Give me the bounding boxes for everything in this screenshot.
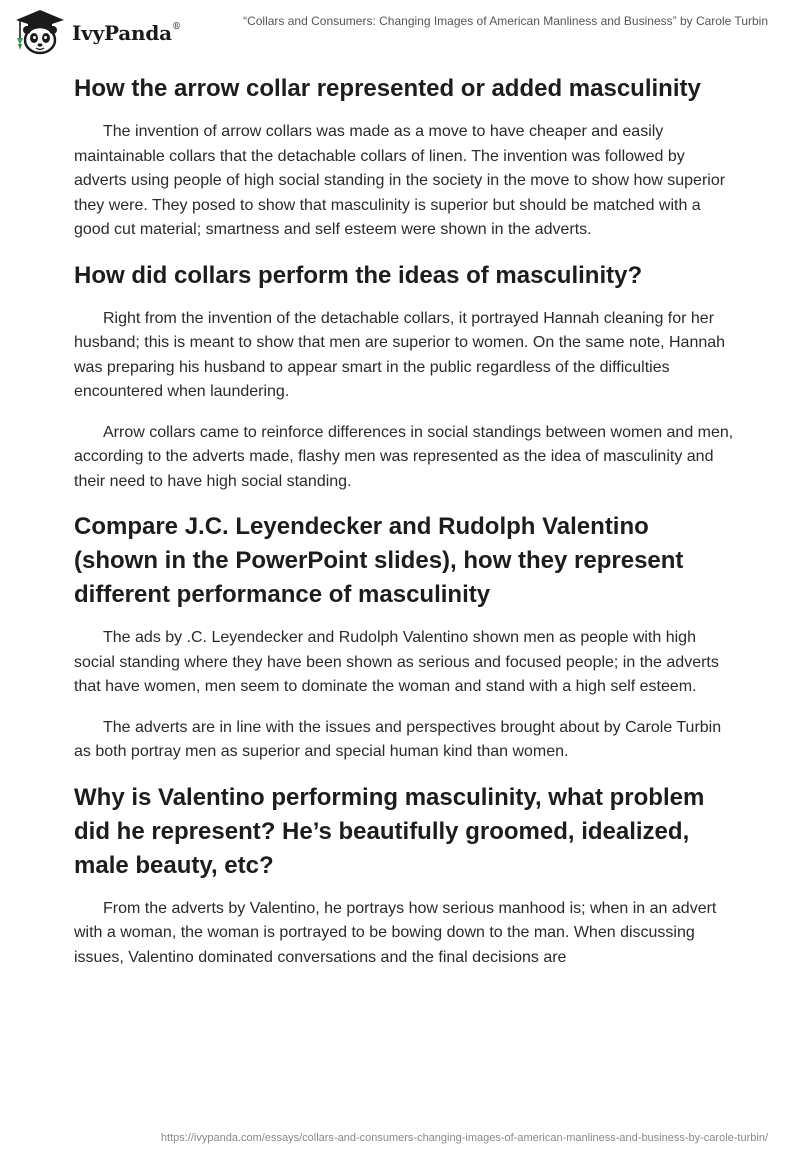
section-compare-leyendecker-valentino xyxy=(74,510,734,765)
section-collars-masculinity xyxy=(74,259,734,495)
brand-name: IvyPanda® xyxy=(72,21,181,45)
paragraph: Right from the invention of the detachable collars, it portrayed Hannah cleaning for her husband; this is meant to show that men are superior to women. On the same note, Hannah was preparing his husband to appear smart in the public regardless of the difficulties encountered when laundering. xyxy=(74,309,726,400)
section-arrow-collar xyxy=(74,72,734,243)
source-url-link[interactable]: https://ivypanda.com/essays/collars-and-consumers-changing-images-of-american-manliness-and-business-by-carole-turbin/ xyxy=(160,1132,768,1144)
essay-body xyxy=(74,72,734,986)
section-heading: Compare J.C. Leyendecker and Rudolph Valentino (shown in the PowerPoint slides), how they represent different performance of masculinity xyxy=(74,513,684,608)
section-heading: How the arrow collar represented or added masculinity xyxy=(74,75,701,102)
section-valentino-masculinity xyxy=(74,781,734,971)
paragraph: The ads by .C. Leyendecker and Rudolph Valentino shown men as people with high social standing where they have been shown as serious and focused people; in the adverts that have women, men seem to dominate the woman and stand with a high self esteem. xyxy=(74,629,719,695)
paragraph: The invention of arrow collars was made as a move to have cheaper and easily maintainable collars that the detachable collars of linen. The invention was followed by adverts using people of high social standing in the society in the move to show how superior they were. They posed to show that masculinity is superior but should be matched with a good cut material; smartness and self esteem were shown in the adverts. xyxy=(74,123,726,238)
section-heading: How did collars perform the ideas of masculinity? xyxy=(74,261,643,289)
panda-graduate-icon xyxy=(14,8,66,56)
paragraph: The adverts are in line with the issues and perspectives brought about by Carole Turbin as both portray men as superior and special human kind than women. xyxy=(74,718,722,760)
paragraph: Arrow collars came to reinforce differences in social standings between women and men, according to the adverts made, flashy men was represented as the idea of masculinity and their need to have high social standing. xyxy=(74,423,734,490)
page-header xyxy=(0,0,800,60)
section-heading: Why is Valentino performing masculinity, what problem did he represent? He’s beautifully groomed, idealized, male beauty, etc? xyxy=(74,783,705,879)
ivypanda-logo[interactable] xyxy=(14,8,181,56)
document-title: “Collars and Consumers: Changing Images of American Manliness and Business” by Carole Turbin xyxy=(243,14,768,28)
paragraph: From the adverts by Valentino, he portrays how serious manhood is; when in an advert with a woman, the woman is portrayed to be bowing down to the man. When discussing issues, Valentino dominated conversations and the final decisions are xyxy=(74,899,717,966)
